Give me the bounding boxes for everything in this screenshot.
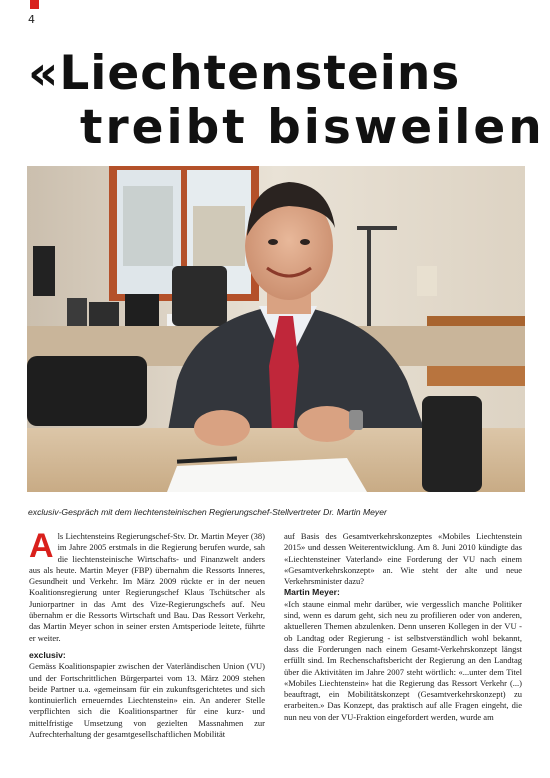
question-text: Gemäss Koalitionspapier zwischen der Vaterländischen Union (VU) und der Fortschrittlichen Bürgerpartei vom 13. März 2009 stehen beide Partner u.a. «gemeinsam für ein zukunftsgerichtetes und sich kontinuierlich erneuerndes Liechtenstein» ein. An anderer Stelle verpflichten sich die Koalitionspartner für eine kurz- und mittelfristige Umsetzung von gezielten Massnahmen zur Aufrechterhaltung der gesamtgesellschaftlichen Mobilität [29, 661, 265, 740]
page-number: 4 [28, 13, 35, 26]
question-text-continued: auf Basis des Gesamtverkehrskonzeptes «Mobiles Liechtenstein 2015» und dessen Weiterentwicklung. Am 8. Juni 2010 kündigte das «Liechtensteiner Vaterland» eine Forderung der VU nach einem «Gesamtverkehrskonzept» an. Wie steht der alte und neue Verkehrsminister dazu? [284, 531, 522, 587]
question-label: exclusiv: [29, 649, 66, 660]
headline-line-2: treibt bisweilen [80, 100, 545, 155]
intro-paragraph: ls Liechtensteins Regierungschef-Stv. Dr. Martin Meyer (38) im Jahre 2005 erstmals in die Regierung berufen wurde, sah die liechtensteinische Wirtschafts- und Finanzwelt anders aus als heute. Martin Meyer (FBP) übernahm die Ressorts Inneres, Gesundheit und Verkehr. Im März 2009 rückte er in der neuen Koalitionsregierung unter Regierungschef Klaus Tschütscher als Juniorpartner in das Amt des Vize-Regierungschefs auf. Neu übernahm er die Ressorts Wirtschaft und Bau. Das Ressort Verkehr, das Martin Meyer schon in seiner ersten Amtsperiode leitete, führte er weiter. [29, 531, 265, 643]
article-column-left [29, 527, 265, 740]
article-column-right [284, 531, 522, 723]
drop-cap: A [29, 527, 54, 565]
accent-square [30, 0, 39, 9]
photo-caption: exclusiv-Gespräch mit dem liechtensteinischen Regierungschef-Stellvertreter Dr. Martin Meyer [28, 507, 387, 517]
portrait-photo [27, 166, 525, 492]
headline-line-1: «Liechtensteins [28, 46, 461, 101]
answer-label: Martin Meyer: [284, 587, 340, 598]
answer-text: «Ich staune einmal mehr darüber, wie vergesslich manche Politiker sind, wenn es darum geht, sich neu zu profilieren oder von anderen, aktuelleren Themen abzulenken. Denn unseren Kollegen in der VU - ob Landtag oder Regierung - ist selbstverständlich wohl bekannt, dass die Forderungen nach einem Gesamt-Verkehrskonzept längst erfüllt sind. Im Rechenschaftsbericht der Regierung an den Landtag über die Aktivitäten im Jahre 2007 steht wörtlich: «...unter dem Titel «Mobiles Liechtenstein» hat die Regierung das Ressort Verkehr (...) beauftragt, ein Mobilitätskonzept (Gesamtverkehrskonzept) zu erarbeiten.» Das Konzept, das praktisch auf alle Fragen eingeht, die nun neu von der VU-Fraktion eingefordert werden, wurde am [284, 598, 522, 722]
